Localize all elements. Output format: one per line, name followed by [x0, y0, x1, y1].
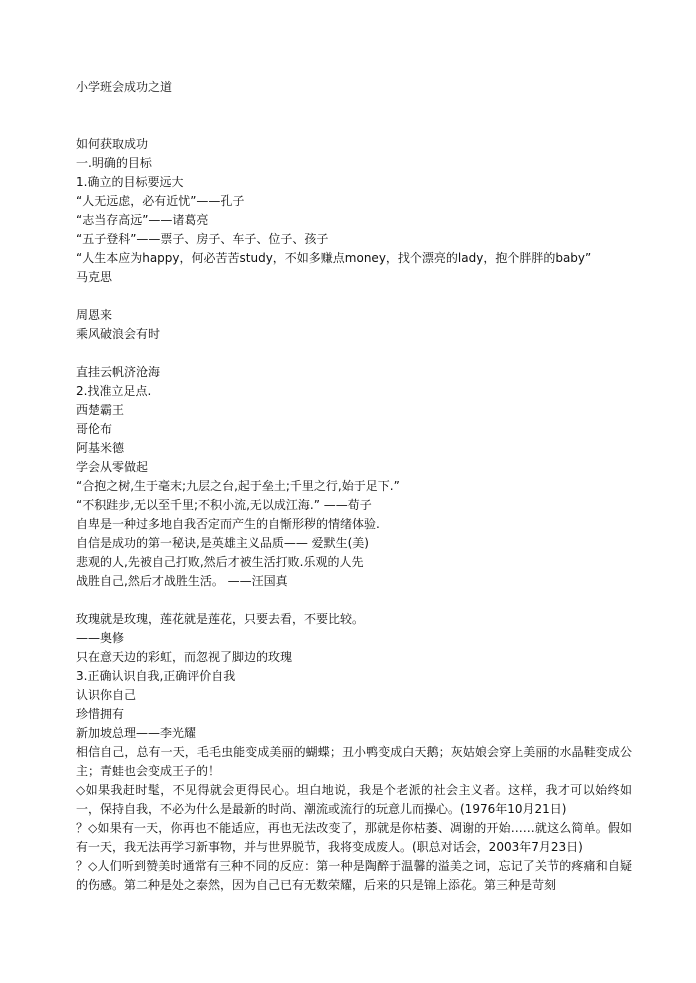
- blank-line: [76, 116, 632, 135]
- numbered-point: 1.确立的目标要远大: [76, 175, 184, 189]
- text-line: 玫瑰就是玫瑰，莲花就是莲花，只要去看，不要比较。: [76, 612, 365, 626]
- text-line: 直挂云帆济沧海: [76, 365, 161, 379]
- name-line: 西楚霸王: [76, 403, 125, 417]
- blank-line: [76, 97, 632, 116]
- subheading: 一.明确的目标: [76, 156, 152, 170]
- text-line: 认识你自己: [76, 688, 137, 702]
- paragraph: 相信自己，总有一天，毛毛虫能变成美丽的蝴蝶；丑小鸭变成白天鹅；灰姑娘会穿上美丽的水晶鞋变成公主；青蛙也会变成王子的！: [76, 745, 632, 778]
- paragraph: ◇如果我赶时髦，不见得就会更得民心。坦白地说，我是个老派的社会主义者。这样，我才可以始终如一，保持自我，不必为什么是最新的时尚、潮流或流行的玩意儿而操心。(1976年10月21日): [76, 783, 632, 816]
- quote-line: “五子登科”——票子、房子、车子、位子、孩子: [76, 232, 329, 246]
- text-line: 乘风破浪会有时: [76, 327, 161, 341]
- blank-line: [76, 287, 632, 306]
- name-line: 哥伦布: [76, 422, 113, 436]
- blank-line: [76, 591, 632, 610]
- quote-line: “不积跬步,无以至千里;不积小流,无以成江海.” ——荀子: [76, 498, 372, 512]
- attribution-line: ——奥修: [76, 631, 125, 645]
- text-line: 珍惜拥有: [76, 707, 125, 721]
- name-line: 周恩来: [76, 308, 113, 322]
- document-page: [76, 78, 632, 895]
- paragraph: ？◇如果有一天，你再也不能适应，再也无法改变了，那就是你枯萎、凋谢的开始……就这么简单。假如有一天，我无法再学习新事物，并与世界脱节，我将变成废人。(职总对话会，2003年7月23日): [76, 821, 632, 854]
- blank-line: [76, 344, 632, 363]
- text-line: 只在意天边的彩虹，而忽视了脚边的玫瑰: [76, 650, 293, 664]
- text-line: 新加坡总理——李光耀: [76, 726, 197, 740]
- name-line: 阿基米德: [76, 441, 125, 455]
- numbered-point: 2.找准立足点.: [76, 384, 152, 398]
- text-line: 悲观的人,先被自己打败,然后才被生活打败.乐观的人先: [76, 555, 364, 569]
- numbered-point: 3.正确认识自我,正确评价自我: [76, 669, 236, 683]
- text-line: 学会从零做起: [76, 460, 149, 474]
- quote-line: “人生本应为happy，何必苦苦study，不如多赚点money，找个漂亮的lady，抱个胖胖的baby”: [76, 251, 592, 265]
- quote-line: “合抱之树,生于毫末;九层之台,起于垒土;千里之行,始于足下.”: [76, 479, 400, 493]
- document-title: 小学班会成功之道: [76, 80, 173, 94]
- text-line: 自卑是一种过多地自我否定而产生的自惭形秽的情绪体验.: [76, 517, 380, 531]
- text-line: 战胜自己,然后才战胜生活。 ——汪国真: [76, 574, 288, 588]
- text-line: 自信是成功的第一秘诀,是英雄主义品质—— 爱默生(美): [76, 536, 369, 550]
- quote-line: “志当存高远”——诸葛亮: [76, 213, 209, 227]
- paragraph: ？◇人们听到赞美时通常有三种不同的反应：第一种是陶醉于温馨的溢美之词，忘记了关节的疼痛和自疑的伤感。第二种是处之泰然，因为自己已有无数荣耀，后来的只是锦上添花。第三种是苛刻: [76, 859, 632, 892]
- quote-line: “人无远虑，必有近忧”——孔子: [76, 194, 245, 208]
- name-line: 马克思: [76, 270, 113, 284]
- section-heading: 如何获取成功: [76, 137, 149, 151]
